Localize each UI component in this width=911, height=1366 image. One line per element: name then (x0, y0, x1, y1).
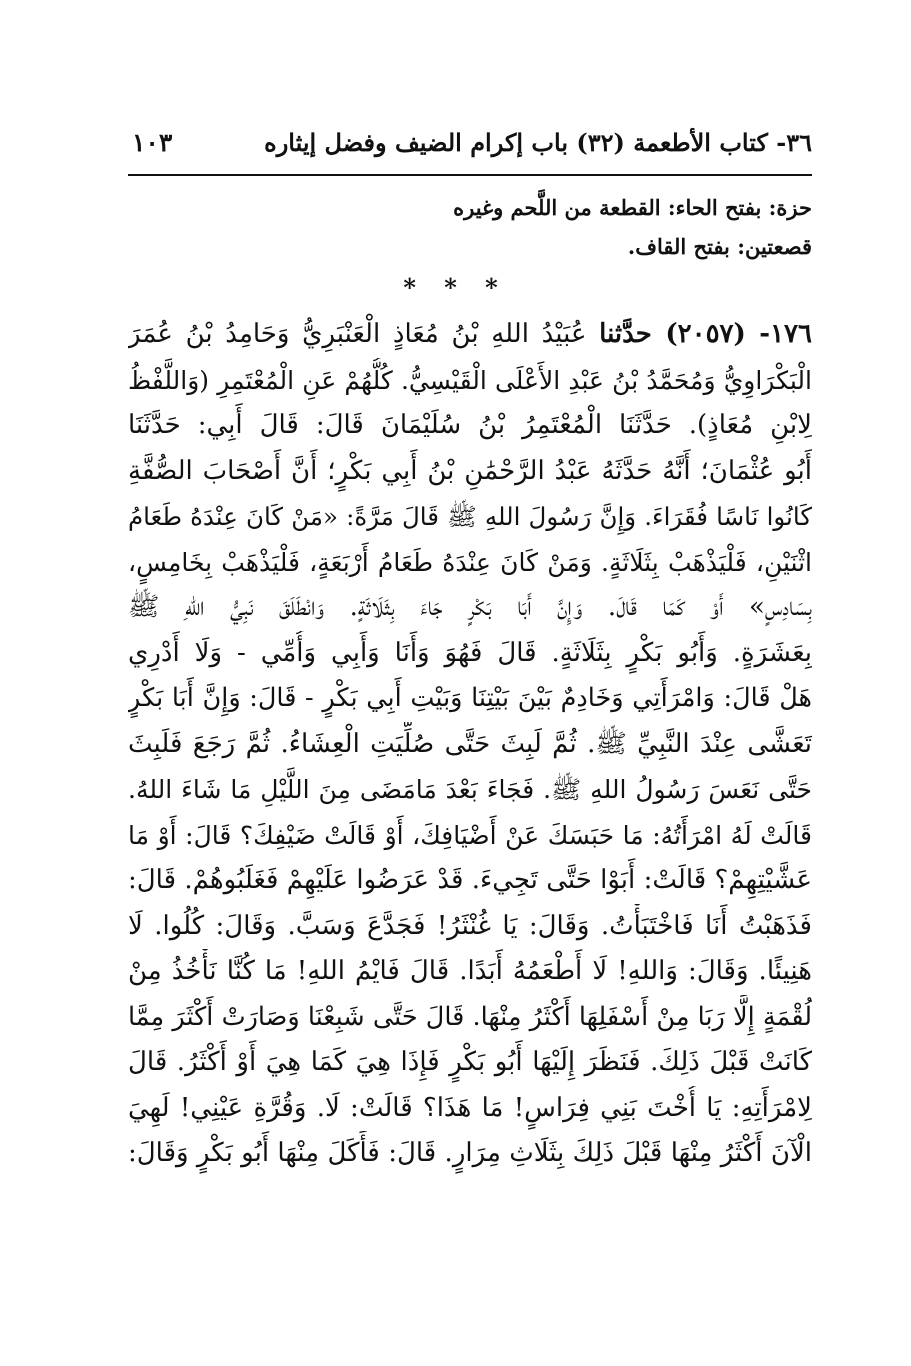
text-line: كَانُوا نَاسًا فُقَرَاءَ. وَإِنَّ رَسُولَ اللهِ ﷺ قَالَ مَرَّةً: «مَنْ كَانَ عِنْدَهُ طَعَامُ (128, 502, 812, 531)
text-line: عَشَّيْتِهِمْ؟ قَالَتْ: أَبَوْا حَتَّى تَجِيءَ. قَدْ عَرَضُوا عَلَيْهِمْ فَغَلَبُوهُمْ. قَالَ: (128, 865, 812, 895)
text-line: لُقْمَةٍ إِلَّا رَبَا مِنْ أَسْفَلِهَا أَكْثَرُ مِنْهَا. قَالَ حَتَّى شَبِعْنَا وَصَارَتْ أَكْثَرَ مِمَّا (128, 1001, 812, 1032)
text-line: فَذَهَبْتُ أَنَا فَاخْتَبَأْتُ. وَقَالَ: يَا غُنْثَرُ! فَجَدَّعَ وَسَبَّ. وَقَالَ: كُلُوا. لَا (128, 910, 812, 941)
text-line: تَعَشَّى عِنْدَ النَّبِيِّ ﷺ. ثُمَّ لَبِثَ حَتَّى صُلِّيَتِ الْعِشَاءُ. ثُمَّ رَجَعَ فَلَبِثَ (128, 728, 812, 759)
text-line: لِامْرَأَتِهِ: يَا أُخْتَ بَنِي فِرَاسٍ! مَا هَذَا؟ قَالَتْ: لَا. وَقُرَّةِ عَيْنِي! لَهِيَ (128, 1092, 812, 1123)
text-line: الْآنَ أَكْثَرُ مِنْهَا قَبْلَ ذَلِكَ بِثَلَاثِ مِرَارٍ. قَالَ: فَأَكَلَ مِنْهَا أَبُو بَكْرٍ وَقَالَ: (128, 1138, 812, 1168)
text-line: حَتَّى نَعَسَ رَسُولُ اللهِ ﷺ. فَجَاءَ بَعْدَ مَامَضَى مِنَ اللَّيْلِ مَا شَاءَ اللهُ. (128, 775, 812, 804)
page-header (128, 122, 812, 172)
header-divider (128, 174, 812, 176)
text-line: قَالَتْ لَهُ امْرَأَتُهُ: مَا حَبَسَكَ عَنْ أَضْيَافِكَ، أَوْ قَالَتْ ضَيْفِكَ؟ قَالَ: أَوْ مَا (128, 820, 812, 850)
text-line: بِسَادِسٍ» أَوْ كَمَا قَالَ. وَإِنَّ أَبَا بَكْرٍ جَاءَ بِثَلَاثَةٍ. وَانْطَلَقَ نَبِيُّ اللهِ ﷺ (128, 592, 812, 622)
text-line: هَلْ قَالَ: وَامْرَأَتِي وَخَادِمٌ بَيْنَ بَيْتِنَا وَبَيْتِ أَبِي بَكْرٍ - قَالَ: وَإِنَّ أَبَا بَكْرٍ (128, 683, 812, 713)
text-line: أَبُو عُثْمَانَ؛ أَنَّهُ حَدَّثَهُ عَبْدُ الرَّحْمَٰنِ بْنُ أَبِي بَكْرٍ؛ أَنَّ أَصْحَابَ الصُّفَّةِ (128, 455, 812, 486)
text-line: هَنِيئًا. وَقَالَ: وَاللهِ! لَا أَطْعَمُهُ أَبَدًا. قَالَ فَايْمُ اللهِ! مَا كُنَّا نَأْخُذُ مِنْ (128, 956, 812, 986)
hadith-number: ١٧٦- (٢٠٥٧) حدَّثنا (599, 319, 812, 349)
running-title: ٣٦- كتاب الأطعمة (٣٢) باب إكرام الضيف وفضل إيثاره (264, 128, 812, 157)
glossary-notes (212, 188, 812, 266)
page-number: ١٠٣ (132, 128, 173, 157)
section-separator: * * * (403, 273, 508, 302)
text-line: ١٧٦- (٢٠٥٧) حدَّثنا عُبَيْدُ اللهِ بْنُ مُعَاذٍ الْعَنْبَرِيُّ وَحَامِدُ بْنُ عُمَرَ (128, 319, 812, 349)
glossary-note: حزة: بفتح الحاء: القطعة من اللَّحم وغيره (453, 195, 812, 220)
text-line: الْبَكْرَاوِيُّ وَمُحَمَّدُ بْنُ عَبْدِ الأَعْلَى الْقَيْسِيُّ. كُلُّهُمْ عَنِ الْمُعْتَمِرِ (وَاللَّفْظُ (128, 365, 812, 395)
text-line: اثْنَيْنِ، فَلْيَذْهَبْ بِثَلَاثَةٍ. وَمَنْ كَانَ عِنْدَهُ طَعَامُ أَرْبَعَةٍ، فَلْيَذْهَبْ بِخَامِسٍ، (128, 547, 812, 577)
hadith-text (128, 312, 812, 1177)
text-line: لِابْنِ مُعَاذٍ). حَدَّثَنَا الْمُعْتَمِرُ بْنُ سُلَيْمَانَ قَالَ: قَالَ أَبِي: حَدَّثَنَا (128, 410, 812, 440)
text-line: بِعَشَرَةٍ. وَأَبُو بَكْرٍ بِثَلَاثَةٍ. قَالَ فَهُوَ وَأَنَا وَأَبِي وَأُمِّي - وَلَا أَدْرِي (128, 637, 812, 668)
text-line: كَانَتْ قَبْلَ ذَلِكَ. فَنَظَرَ إِلَيْهَا أَبُو بَكْرٍ فَإِذَا هِيَ كَمَا هِيَ أَوْ أَكْثَرُ. قَالَ (128, 1047, 812, 1077)
glossary-note: قصعتين: بفتح القاف. (627, 234, 812, 259)
